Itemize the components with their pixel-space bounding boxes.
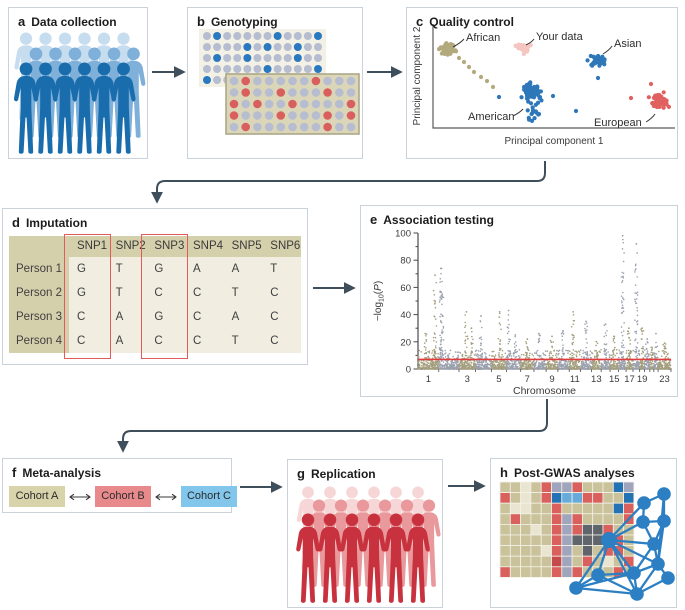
imputed-snp-highlight xyxy=(64,234,111,359)
cohort-row xyxy=(9,486,237,507)
manhattan-chr-5 xyxy=(491,311,507,370)
table-row-label: Person 3 xyxy=(9,305,69,329)
panel-imputation xyxy=(2,208,308,365)
arrow-e-to-f xyxy=(123,399,547,448)
panel-meta-analysis xyxy=(2,458,232,513)
panel-c-letter: c xyxy=(416,14,424,29)
pca-label-african: African xyxy=(466,32,501,44)
panel-a-title: a Data collection xyxy=(18,14,117,29)
genotype-cell: G xyxy=(69,281,108,305)
network-node xyxy=(591,568,605,582)
pca-xlabel: Principal component 1 xyxy=(504,136,604,147)
manhattan-ylabel: $-\log_{10}(P)$ xyxy=(373,280,386,322)
manhattan-ytick: 80 xyxy=(400,255,411,267)
pca-cluster-american xyxy=(519,80,543,123)
pca-ylabel: Principal component 2 xyxy=(412,26,423,126)
manhattan-chr-14 xyxy=(601,323,611,370)
genotyping-plates xyxy=(188,8,362,158)
genotype-cell: C xyxy=(69,329,108,353)
pca-cluster-your-data xyxy=(513,43,532,57)
manhattan-xtick: 19 xyxy=(636,374,648,385)
manhattan-xlabel: Chromosome xyxy=(512,385,577,396)
table-corner-cell xyxy=(9,236,69,257)
manhattan-chr-9 xyxy=(545,335,558,369)
table-header-cell: SNP6 xyxy=(262,236,301,257)
double-arrow-icon xyxy=(67,492,93,502)
manhattan-chr-12 xyxy=(580,321,592,370)
manhattan-xtick: 13 xyxy=(591,374,602,385)
manhattan-ytick: 40 xyxy=(400,310,411,322)
table-header-cell: SNP4 xyxy=(185,236,224,257)
genotype-cell: A xyxy=(108,305,147,329)
genotype-cell: C xyxy=(262,329,301,353)
replication-crowd xyxy=(288,460,442,607)
pca-label-asian: Asian xyxy=(614,38,642,50)
post-gwas-graphic xyxy=(491,459,676,607)
manhattan-chr-10 xyxy=(557,330,570,370)
panel-e-letter: e xyxy=(370,212,378,227)
manhattan-chr-13 xyxy=(591,341,602,370)
genotype-cell: C xyxy=(146,329,185,353)
arrow-c-to-d xyxy=(157,161,545,199)
manhattan-chr-17 xyxy=(625,327,632,369)
pca-label-your-data: Your data xyxy=(536,31,583,43)
pca-cluster-asian xyxy=(585,54,606,68)
manhattan-chr-8 xyxy=(533,333,547,370)
imputed-snp-highlight xyxy=(141,234,188,359)
genotype-cell: C xyxy=(262,305,301,329)
network-node xyxy=(637,496,651,510)
network-node xyxy=(661,571,675,585)
manhattan-chr-6 xyxy=(506,310,522,370)
genotype-cell: T xyxy=(224,329,263,353)
manhattan-chr-3 xyxy=(458,311,476,370)
network-node xyxy=(657,487,671,501)
panel-d-title: d Imputation xyxy=(12,215,88,230)
genotype-cell: A xyxy=(224,257,263,281)
pca-label-american: American xyxy=(468,111,515,123)
manhattan-xtick: 5 xyxy=(496,374,502,385)
manhattan-xtick: 23 xyxy=(659,374,670,385)
manhattan-xtick: 17 xyxy=(624,374,635,385)
genotype-cell: C xyxy=(262,281,301,305)
panel-a-letter: a xyxy=(18,14,26,29)
panel-quality-control xyxy=(406,7,678,159)
panel-b-letter: b xyxy=(197,14,205,29)
pca-label-european: European xyxy=(594,117,642,129)
imputation-table xyxy=(9,236,301,353)
panel-genotyping xyxy=(187,7,363,159)
genotype-cell: C xyxy=(185,329,224,353)
panel-h-letter: h xyxy=(500,465,508,480)
panel-data-collection xyxy=(8,7,148,159)
genotype-cell: T xyxy=(262,257,301,281)
panel-g-letter: g xyxy=(297,466,305,481)
post-gwas-heatmap xyxy=(500,482,634,577)
panel-d-letter: d xyxy=(12,215,20,230)
genotype-cell: C xyxy=(69,305,108,329)
genotype-cell: C xyxy=(185,281,224,305)
panel-c-title: c Quality control xyxy=(416,14,514,29)
manhattan-chr-15 xyxy=(609,335,619,369)
manhattan-chr-16 xyxy=(618,235,627,370)
cohort-box-a: Cohort A xyxy=(9,486,65,507)
manhattan-chr-11 xyxy=(568,311,580,370)
panel-association-testing xyxy=(360,205,678,397)
panel-f-title: f Meta-analysis xyxy=(12,465,102,480)
table-row-label: Person 2 xyxy=(9,281,69,305)
manhattan-xtick: 15 xyxy=(609,374,620,385)
genotyping-plate-2 xyxy=(226,74,359,134)
panel-replication xyxy=(287,459,443,608)
table-header-cell: SNP1 xyxy=(69,236,108,257)
network-node xyxy=(651,557,665,571)
table-header-cell: SNP3 xyxy=(146,236,185,257)
manhattan-chr-18 xyxy=(632,243,640,370)
genotype-cell: G xyxy=(69,257,108,281)
manhattan-chr-2 xyxy=(438,267,460,369)
manhattan-ytick: 60 xyxy=(400,282,411,294)
network-node xyxy=(601,532,617,548)
panel-e-title: e Association testing xyxy=(370,212,494,227)
genotype-cell: G xyxy=(146,305,185,329)
panel-h-title: h Post-GWAS analyses xyxy=(500,465,635,480)
network-node xyxy=(630,587,644,601)
network-node xyxy=(647,537,661,551)
table-header-cell: SNP5 xyxy=(224,236,263,257)
table-row-label: Person 1 xyxy=(9,257,69,281)
manhattan-chr-23 xyxy=(657,342,671,370)
genotype-cell: A xyxy=(224,305,263,329)
manhattan-xtick: 3 xyxy=(464,374,470,385)
manhattan-ytick: 100 xyxy=(395,228,411,240)
panel-f-letter: f xyxy=(12,465,17,480)
pca-plot xyxy=(407,8,677,158)
genotype-cell: C xyxy=(146,281,185,305)
genotype-cell: A xyxy=(185,257,224,281)
genotype-cell: C xyxy=(185,305,224,329)
panel-g-title: g Replication xyxy=(297,466,376,481)
table-row-label: Person 4 xyxy=(9,329,69,353)
pca-cluster-european xyxy=(647,90,671,110)
panel-post-gwas xyxy=(490,458,677,608)
table-header-cell: SNP2 xyxy=(108,236,147,257)
manhattan-chr-1 xyxy=(417,274,439,370)
network-node xyxy=(657,514,671,528)
genotype-cell: T xyxy=(224,281,263,305)
genotype-cell: T xyxy=(108,257,147,281)
cohort-box-c: Cohort C xyxy=(181,486,237,507)
manhattan-xtick: 9 xyxy=(549,374,555,385)
manhattan-chr-4 xyxy=(475,315,492,370)
manhattan-axes xyxy=(418,233,671,369)
network-node xyxy=(627,566,641,580)
manhattan-ytick: 20 xyxy=(400,337,411,349)
manhattan-xtick: 1 xyxy=(425,374,432,385)
manhattan-chr-22 xyxy=(653,333,659,370)
panel-b-title: b Genotyping xyxy=(197,14,278,29)
genotype-cell: G xyxy=(146,257,185,281)
cohort-box-b: Cohort B xyxy=(95,486,151,507)
network-node xyxy=(569,581,583,595)
genotype-cell: A xyxy=(108,329,147,353)
manhattan-xtick: 7 xyxy=(524,374,530,385)
manhattan-chr-7 xyxy=(520,338,535,370)
data-collection-crowd xyxy=(9,8,147,158)
genotype-cell: T xyxy=(108,281,147,305)
network-node xyxy=(636,515,650,529)
manhattan-xtick: 11 xyxy=(569,374,580,385)
manhattan-plot xyxy=(361,206,677,396)
manhattan-ytick: 0 xyxy=(405,364,411,376)
pca-cluster-african xyxy=(437,41,458,57)
double-arrow-icon xyxy=(153,492,179,502)
